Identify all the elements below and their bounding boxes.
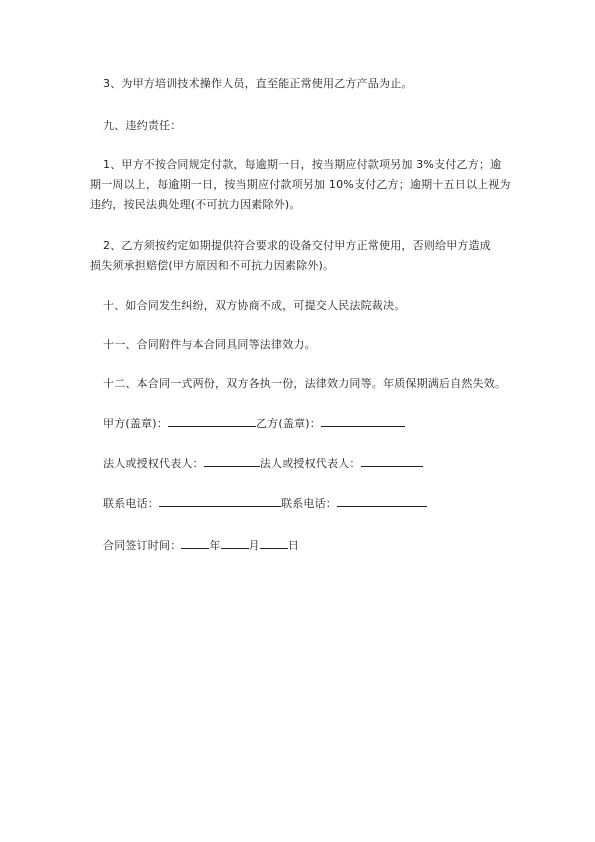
- party-seal-row: [103, 414, 405, 433]
- clause-9-1-line-2: 期一周以上，每逾期一日，按当期应付款项另加 10%支付乙方；逾期十五日以上视为: [90, 178, 511, 191]
- clause-9-2-line-2: 损失须承担赔偿(甲方原因和不可抗力因素除外)。: [90, 259, 335, 272]
- sign-date-row: [103, 536, 299, 555]
- rep-b-blank[interactable]: [361, 454, 423, 467]
- section-11: 十一、合同附件与本合同具同等法律效力。: [103, 338, 316, 351]
- clause-9-2-line-1: 2、乙方须按约定如期提供符合要求的设备交付甲方正常使用，否则给甲方造成: [103, 239, 491, 252]
- section-9-heading: 九、违约责任：: [103, 119, 182, 132]
- phone-b-label: 联系电话：: [281, 497, 337, 510]
- representative-row: [103, 454, 423, 473]
- day-blank[interactable]: [260, 536, 288, 549]
- phone-a-label: 联系电话：: [103, 497, 159, 510]
- section-10: 十、如合同发生纠纷，双方协商不成，可提交人民法院裁决。: [103, 299, 406, 312]
- clause-9-1-line-1: 1、甲方不按合同规定付款，每逾期一日，按当期应付款项另加 3%支付乙方；逾: [103, 158, 502, 171]
- phone-a-blank[interactable]: [159, 494, 281, 507]
- clause-3: 3、为甲方培训技术操作人员，直至能正常使用乙方产品为止。: [103, 77, 413, 90]
- section-12: 十二、本合同一式两份，双方各执一份，法律效力同等。年质保期满后自然失效。: [103, 377, 507, 390]
- day-label: 日: [287, 539, 300, 552]
- party-b-seal-label: 乙方(盖章)：: [255, 417, 321, 430]
- party-a-seal-blank[interactable]: [168, 414, 256, 427]
- party-b-seal-blank[interactable]: [321, 414, 405, 427]
- party-a-seal-label: 甲方(盖章)：: [103, 417, 168, 430]
- clause-9-1-line-3: 违约，按民法典处理(不可抗力因素除外)。: [90, 198, 301, 211]
- rep-a-blank[interactable]: [204, 454, 260, 467]
- sign-date-label: 合同签订时间：: [103, 539, 182, 552]
- year-blank[interactable]: [181, 536, 209, 549]
- phone-b-blank[interactable]: [337, 494, 427, 507]
- month-label: 月: [248, 539, 260, 552]
- rep-a-label: 法人或授权代表人：: [103, 457, 204, 470]
- rep-b-label: 法人或授权代表人：: [259, 457, 361, 470]
- year-label: 年: [209, 539, 221, 552]
- month-blank[interactable]: [221, 536, 249, 549]
- phone-row: [103, 494, 427, 513]
